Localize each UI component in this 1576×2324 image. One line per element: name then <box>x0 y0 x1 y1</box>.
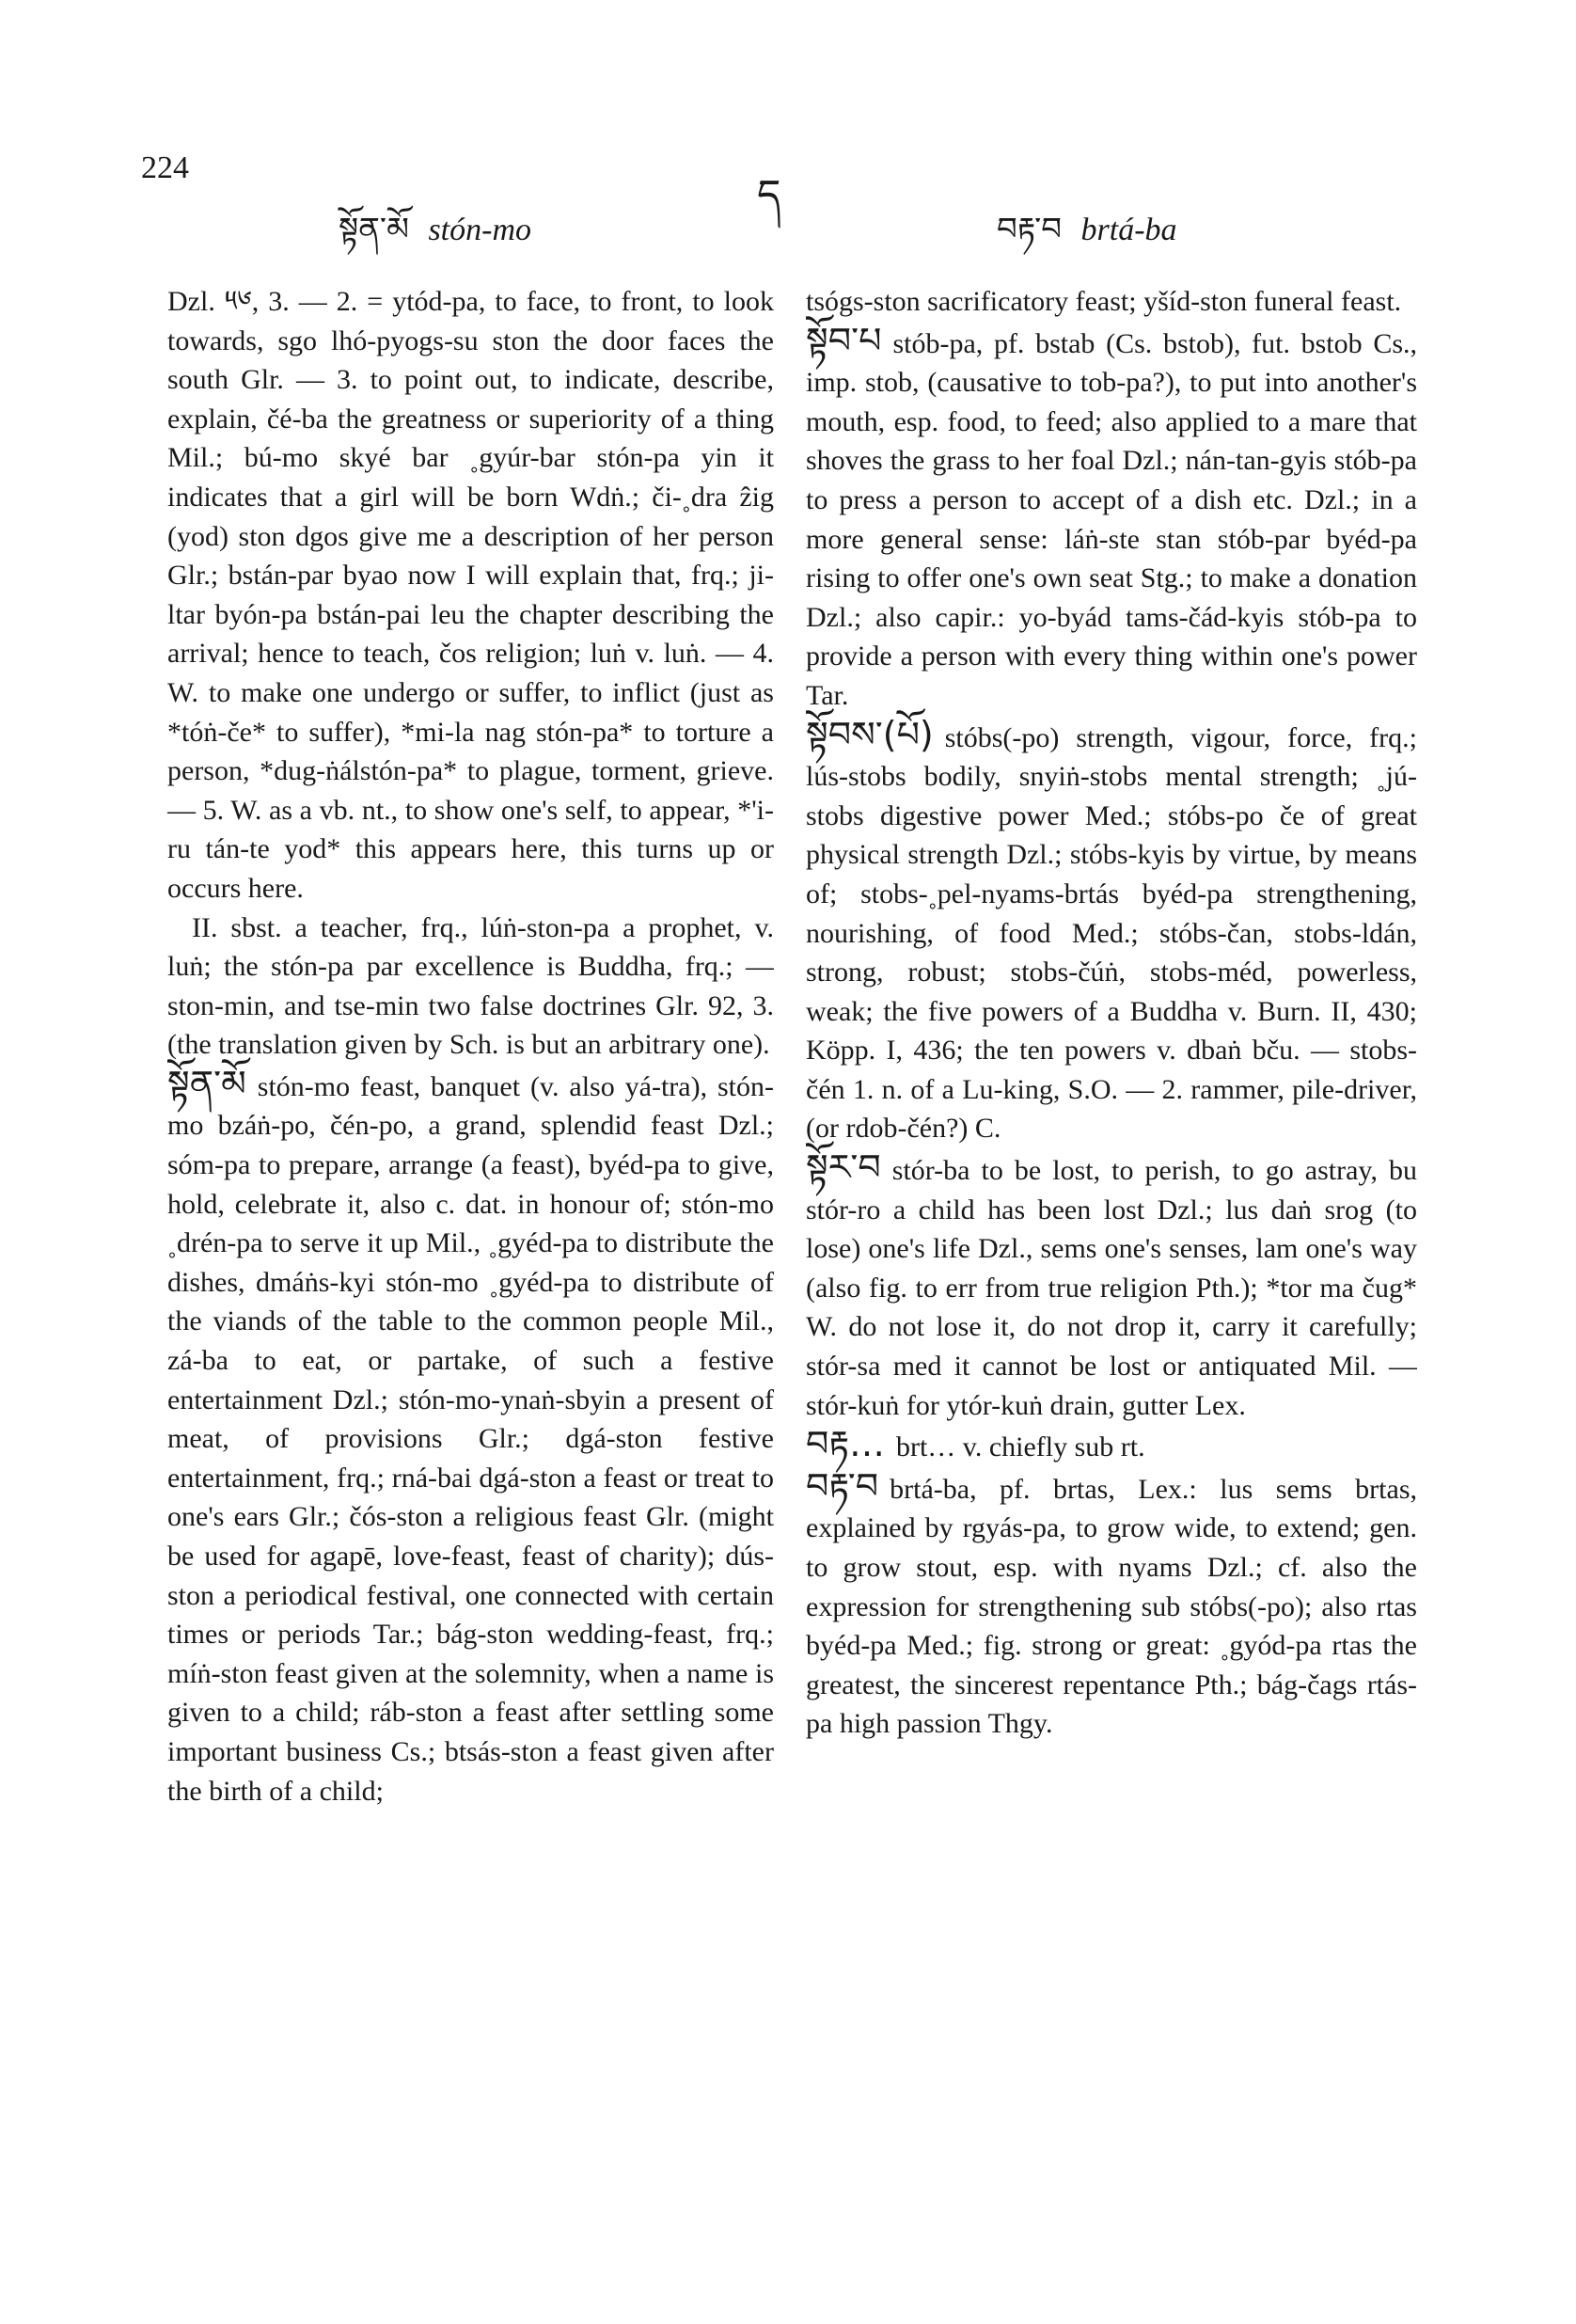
entry-paragraph: Dzl. ༥༦, 3. — 2. = ytód-pa, to face, to front, to look towards, sgo lhó-pyogs-su ston the door faces the south Glr. — 3. to point out, to indicate, describe, explain, čé-ba the greatness or superiority of a thing Mil.; bú-mo skyé bar ˳gyúr-bar stón-pa yin it indicates that a girl will be born Wdṅ.; či-˳dra ẑig (yod) ston dgos give me a description of her person Glr.; bstán-par byao now I will explain that, frq.; ji-ltar byón-pa bstán-pai leu the chapter describing the arrival; hence to teach, čos religion; luṅ v. luṅ. — 4. W. to make one undergo or suffer, to inflict (just as *tóṅ-če* to suffer), *mi-la nag stón-pa* to torture a person, *dug-ṅálstón-pa* to plague, torment, grieve. — 5. W. as a vb. nt., to show one's self, to appear, *'i-ru tán-te yod* this appears here, this turns up or occurs here. <box>167 286 774 904</box>
entry-text: stón-mo feast, banquet (v. also yá-tra), stón-mo bzáṅ-po, čén-po, a grand, splendid feast Dzl.; sóm-pa to prepare, arrange (a feast), byéd-pa to give, hold, celebrate it, also c. dat. in honour of; stón-mo ˳drén-pa to serve it up Mil., ˳gyéd-pa to distribute the dishes, dmáṅs-kyi stón-mo ˳gyéd-pa to distribute of the viands of the table to the common people Mil., zá-ba to eat, or partake, of such a festive entertainment Dzl.; stón-mo-ynaṅ-sbyin a present of meat, of provisions Glr.; dgá-ston festive entertainment, frq.; rná-bai dgá-ston a feast or treat to one's ears Glr.; čós-ston a religious feast Glr. (might be used for agapē, love-feast, feast of charity); dús-ston a periodical festival, one connected with certain times or periods Tar.; bág-ston wedding-feast, frq.; míṅ-ston feast given at the solemnity, when a name is given to a child; ráb-ston a feast after settling some important business Cs.; btsás-ston a feast given after the birth of a child; <box>167 1070 774 1807</box>
left-column <box>167 282 774 1810</box>
running-head-right <box>997 193 1177 283</box>
page-number: 224 <box>141 150 189 185</box>
dictionary-entry <box>806 1464 1417 1744</box>
entry-paragraph: tsógs-ston sacrificatory feast; yšíd-ston funeral feast. <box>806 286 1402 317</box>
running-head-left-tibetan: སྟོན་མོ <box>339 211 409 248</box>
entry-text: brtá-ba, pf. brtas, Lex.: lus sems brtas, explained by rgyás-pa, to grow wide, to extend; gen. to grow stout, esp. with nyams Dzl.; cf. also the expression for strengthening sub stóbs(-po); also rtas byéd-pa Med.; fig. strong or great: ˳gyód-pa rtas the greatest, the sincerest repentance Pth.; bág-čags rtás-pa high passion Thgy. <box>806 1473 1417 1740</box>
entry-paragraph: II. sbst. a teacher, frq., lúṅ-ston-pa a prophet, v. luṅ; the stón-pa par excellence is Buddha, frq.; — ston-min, and tse-min two false doctrines Glr. 92, 3. (the translation given by Sch. is but an arbitrary one). <box>167 911 774 1061</box>
entry-text: brt… v. chiefly sub rt. <box>895 1431 1145 1463</box>
entry-text: stób-pa, pf. bstab (Cs. bstob), fut. bstob Cs., imp. stob, (causative to tob-pa?), to put into another's mouth, esp. food, to feed; also applied to a mare that shoves the grass to her foal Dzl.; nán-tan-gyis stób-pa to press a person to accept of a dish etc. Dzl.; in a more general sense: láṅ-ste stan stób-par byéd-pa rising to offer one's own seat Stg.; to make a donation Dzl.; also capir.: yo-byád tams-čád-kyis stób-pa to provide a person with every thing within one's power Tar. <box>806 327 1417 711</box>
dictionary-entry <box>167 1062 774 1810</box>
dictionary-entry <box>806 319 1417 716</box>
entry-headword-tibetan: སྟོན་མོ <box>167 1062 246 1104</box>
section-letter: ད <box>757 172 781 218</box>
entry-headword-tibetan: སྟོབས་(པོ) <box>806 713 934 755</box>
entry-text: stóbs(-po) strength, vigour, force, frq.; lús-stobs bodily, snyiṅ-stobs mental strength; ˳jú-stobs digestive power Med.; stóbs-po če of great physical strength Dzl.; stóbs-kyis by virtue, by means of; stobs-˳pel-nyams-brtás byéd-pa strengthening, nourishing, of food Med.; stóbs-čan, stobs-ldán, strong, robust; stobs-čúṅ, stobs-méd, powerless, weak; the five powers of a Buddha v. Burn. II, 430; Köpp. I, 436; the ten powers v. dbaṅ bču. — stobs-čén 1. n. of a Lu-king, S.O. — 2. rammer, pile-driver, (or rdob-čén?) C. <box>806 721 1417 1145</box>
entry-headword-tibetan: སྟོབ་པ <box>806 319 882 361</box>
dictionary-entry <box>806 713 1417 1149</box>
running-head-left <box>339 193 531 283</box>
dictionary-entry <box>806 1148 1417 1425</box>
running-head-right-tibetan: བརྟ་བ <box>997 211 1063 248</box>
running-head-right-romanized: brtá-ba <box>1080 213 1177 247</box>
entry-headword-tibetan: བརྟ… <box>806 1423 885 1465</box>
dictionary-entry <box>806 1425 1417 1467</box>
right-column <box>806 282 1417 1744</box>
entry-headword-tibetan: སྟོར་བ <box>806 1146 881 1189</box>
entry-text: stór-ba to be lost, to perish, to go astray, bu stór-ro a child has been lost Dzl.; lus daṅ srog (to lose) one's life Dzl., sems one's senses, lam one's way (also fig. to err from true religion Pth.); *tor ma čug* W. do not lose it, do not drop it, carry it carefully; stór-sa med it cannot be lost or antiquated Mil. — stór-kuṅ for ytór-kuṅ drain, gutter Lex. <box>806 1155 1417 1421</box>
running-head-left-romanized: stón-mo <box>428 213 531 247</box>
entry-headword-tibetan: བརྟ་བ <box>806 1464 879 1507</box>
